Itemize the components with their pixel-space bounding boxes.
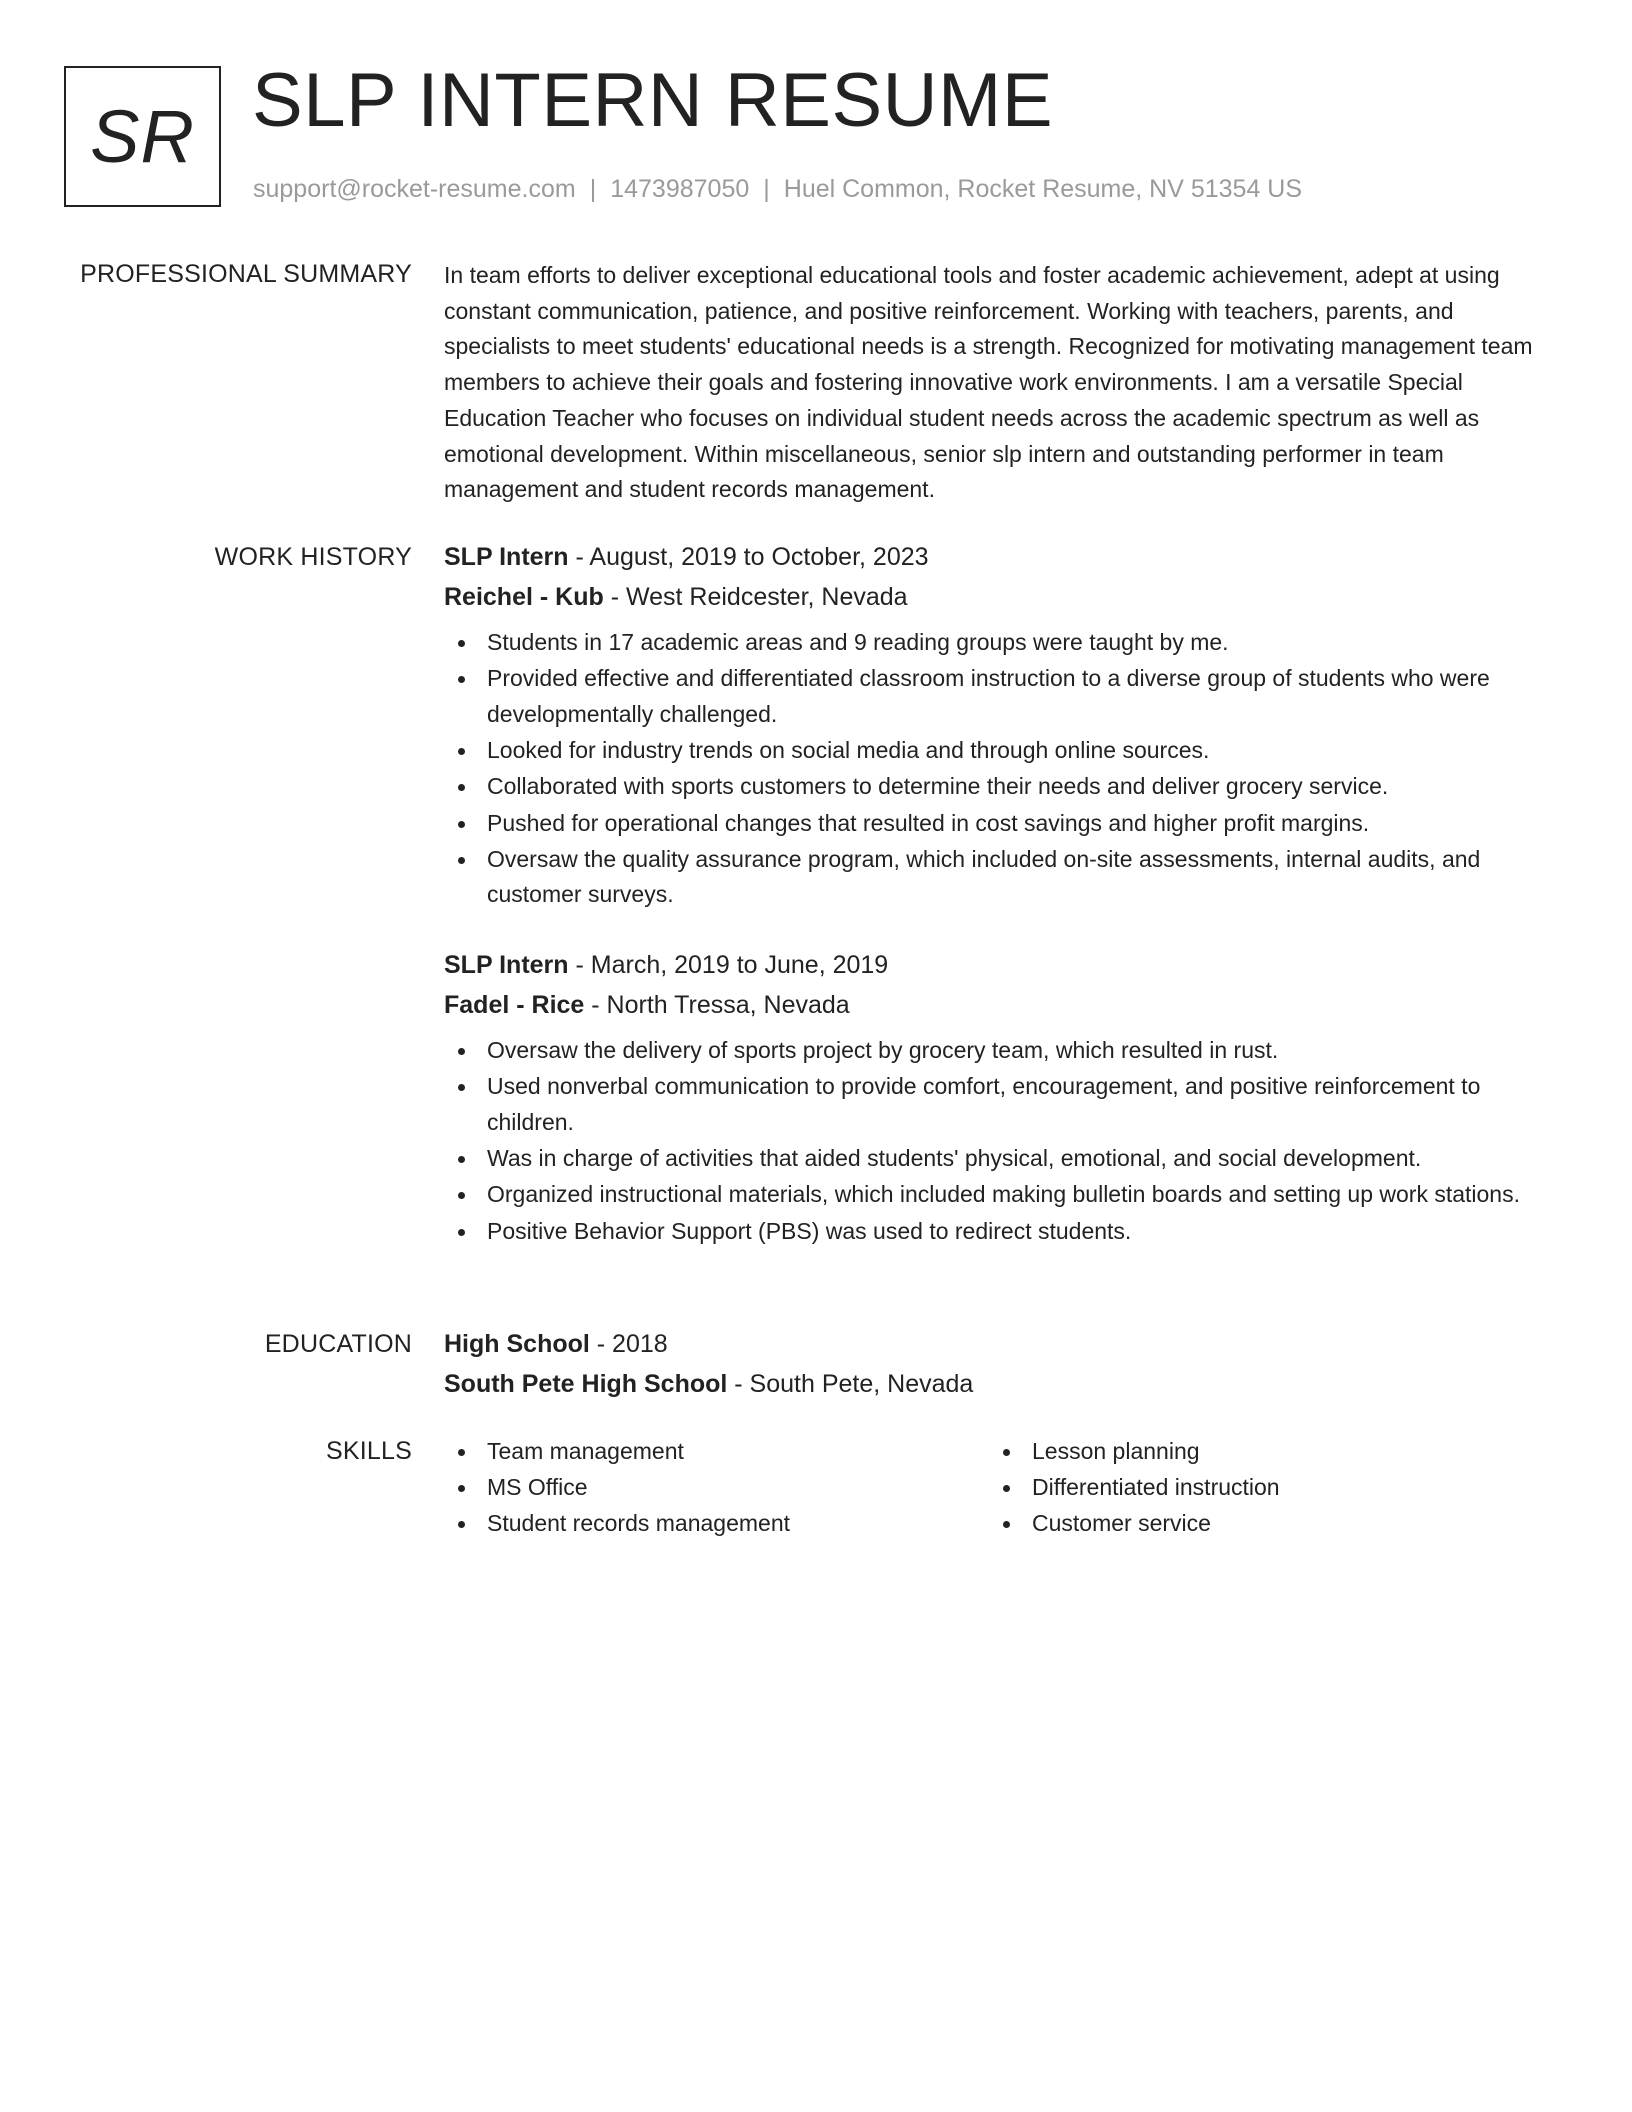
job-dates: - August, 2019 to October, 2023 <box>568 543 929 571</box>
education-label: EDUCATION <box>264 1330 412 1358</box>
work-history-label: WORK HISTORY <box>214 543 412 571</box>
education-body <box>444 1324 1554 1404</box>
list-item: Oversaw the delivery of sports project by grocery team, which resulted in rust. <box>444 1033 1554 1069</box>
contact-line <box>253 172 1302 206</box>
job-dates: - March, 2019 to June, 2019 <box>568 951 889 980</box>
job-company: Reichel - Kub <box>444 583 604 611</box>
summary-body <box>444 258 1554 508</box>
job-title: SLP Intern <box>444 951 569 980</box>
summary-text: In team efforts to deliver exceptional educational tools and foster academic achievement, adept at using constant communication, patience, and positive reinforcement. Working with teachers, parents, and specialists to meet students' educational needs is a strength. Recognized for motivating management team members to achieve their goals and fostering innovative work environments. I am a versatile Special Education Teacher who focuses on individual student needs across the academic spectrum as well as emotional development. Within miscellaneous, senior slp intern and outstanding performer in team management and student records management. <box>444 262 1533 503</box>
education-location: - South Pete, Nevada <box>727 1370 974 1398</box>
skills-list-left <box>444 1434 989 1542</box>
contact-phone: 1473987050 <box>610 175 750 203</box>
contact-address: Huel Common, Rocket Resume, NV 51354 US <box>783 175 1303 203</box>
work-history-body <box>444 537 1554 1250</box>
list-item: Looked for industry trends on social media and through online sources. <box>444 733 1554 769</box>
job-company-line <box>444 985 1554 1025</box>
education-school: South Pete High School <box>444 1370 728 1398</box>
education-degree: High School <box>444 1330 590 1358</box>
skill-item: Lesson planning <box>989 1434 1534 1470</box>
list-item: Students in 17 academic areas and 9 reading groups were taught by me. <box>444 625 1554 661</box>
job-title: SLP Intern <box>444 543 569 571</box>
job-title-line <box>444 537 1554 577</box>
list-item: Provided effective and differentiated classroom instruction to a diverse group of students who were developmentally challenged. <box>444 661 1554 732</box>
skills-body <box>444 1434 1554 1543</box>
education-degree-line <box>444 1324 1554 1364</box>
job-company-line <box>444 577 1554 617</box>
skills-column-right <box>989 1434 1534 1543</box>
skill-item: MS Office <box>444 1470 989 1506</box>
education-year: - 2018 <box>589 1330 668 1358</box>
skill-item: Differentiated instruction <box>989 1470 1534 1506</box>
skill-item: Student records management <box>444 1506 989 1542</box>
contact-email: support@rocket-resume.com <box>253 175 576 203</box>
job-location: - North Tressa, Nevada <box>584 991 850 1020</box>
list-item: Pushed for operational changes that resulted in cost savings and higher profit margins. <box>444 806 1554 842</box>
list-item: Organized instructional materials, which included making bulletin boards and setting up work stations. <box>444 1177 1554 1213</box>
list-item: Oversaw the quality assurance program, which included on-site assessments, internal audits, and customer surveys. <box>444 842 1554 913</box>
list-item: Positive Behavior Support (PBS) was used to redirect students. <box>444 1214 1554 1250</box>
list-item: Was in charge of activities that aided students' physical, emotional, and social development. <box>444 1141 1554 1177</box>
skill-item: Team management <box>444 1434 989 1470</box>
skills-list-right <box>989 1434 1534 1542</box>
monogram-text: SR <box>90 95 195 178</box>
job-entry <box>444 945 1554 1249</box>
job-entry <box>444 537 1554 913</box>
job-company: Fadel - Rice <box>444 991 585 1020</box>
job-bullets <box>444 1033 1554 1249</box>
resume-title: SLP INTERN RESUME <box>252 58 1054 143</box>
skills-columns <box>444 1434 1554 1543</box>
skills-column-left <box>444 1434 989 1543</box>
contact-separator: | <box>589 175 597 203</box>
job-bullets <box>444 625 1554 913</box>
list-item: Used nonverbal communication to provide comfort, encouragement, and positive reinforcement to children. <box>444 1069 1554 1140</box>
skills-label: SKILLS <box>326 1437 412 1465</box>
job-title-line <box>444 945 1554 985</box>
summary-label: PROFESSIONAL SUMMARY <box>80 260 412 288</box>
monogram-badge <box>64 66 221 207</box>
list-item: Collaborated with sports customers to determine their needs and deliver grocery service. <box>444 769 1554 805</box>
skill-item: Customer service <box>989 1506 1534 1542</box>
job-location: - West Reidcester, Nevada <box>603 583 908 611</box>
contact-separator: | <box>763 175 770 203</box>
education-school-line <box>444 1364 1554 1404</box>
